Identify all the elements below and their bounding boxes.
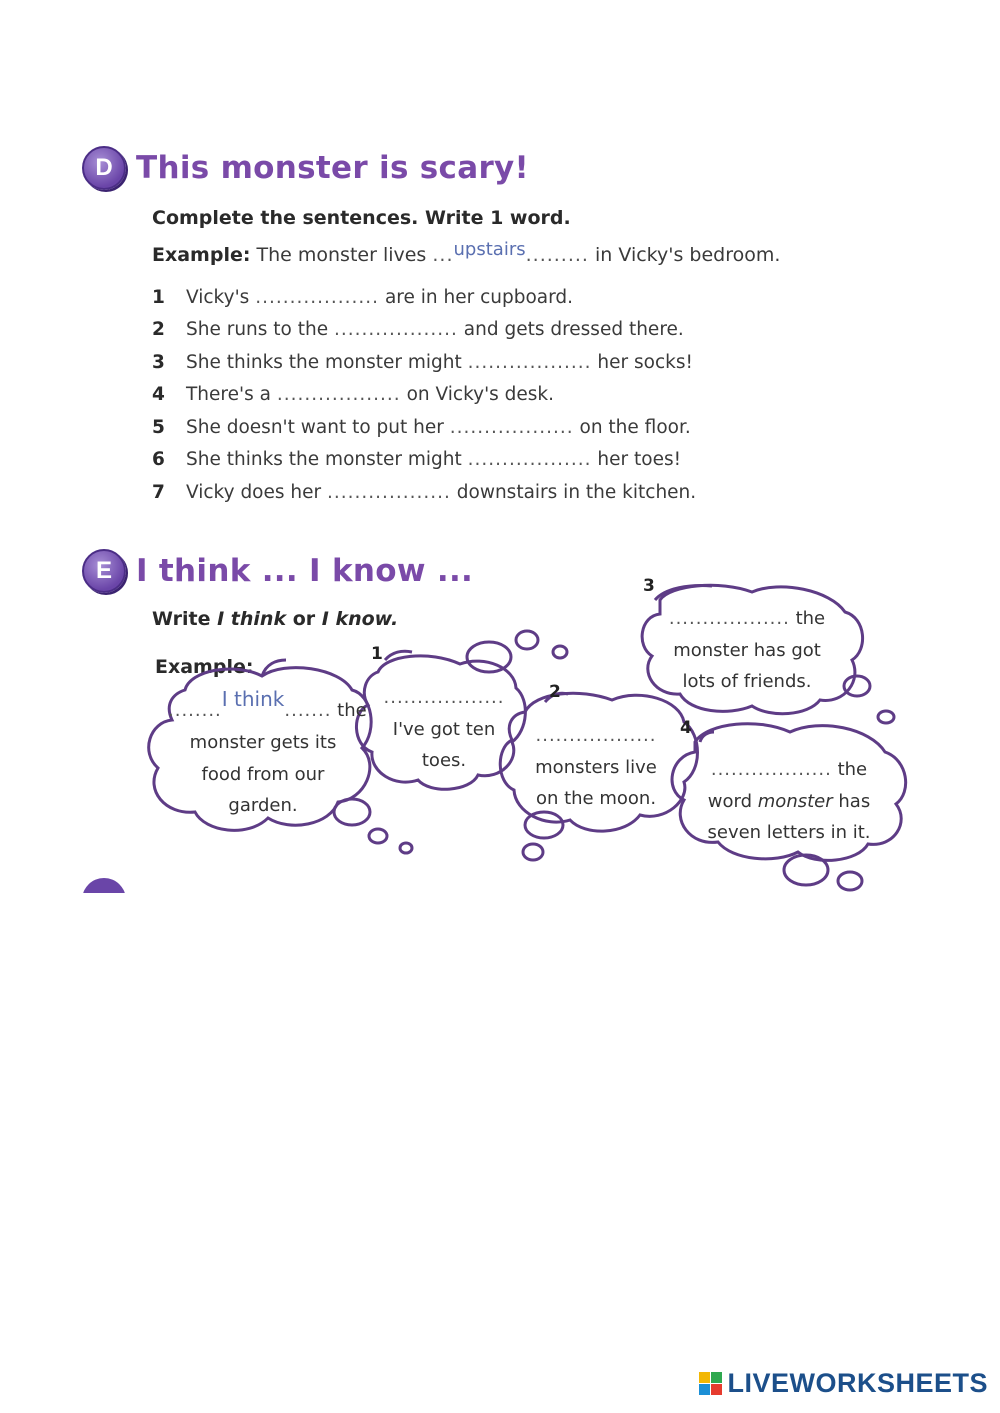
cloud-2-answer-blank[interactable]: .................. bbox=[535, 725, 657, 746]
item-number: 6 bbox=[152, 449, 165, 471]
cloud-1-line-2: I've got ten bbox=[392, 718, 496, 740]
section-d-title: This monster is scary! bbox=[136, 150, 529, 186]
answer-blank[interactable]: .................. bbox=[467, 449, 592, 471]
example-cloud-first-line bbox=[168, 687, 367, 727]
cloud-4-first-line bbox=[690, 754, 888, 786]
item-before: Vicky's bbox=[186, 286, 250, 308]
cloud-bubble bbox=[525, 812, 563, 838]
example-cloud-text bbox=[168, 687, 367, 822]
cloud-3-first-line bbox=[652, 603, 842, 635]
item-after: her toes! bbox=[597, 449, 682, 471]
cloud-3-answer-blank[interactable]: .................. bbox=[668, 608, 790, 629]
section-e-title: I think ... I know ... bbox=[136, 553, 474, 589]
item-number: 2 bbox=[152, 319, 165, 341]
item-before: She doesn't want to put her bbox=[186, 416, 444, 438]
item-number: 1 bbox=[152, 286, 165, 308]
section-d-badge: D bbox=[82, 146, 126, 190]
example-label: Example: bbox=[152, 244, 251, 266]
instruction-prefix: Write bbox=[152, 608, 211, 630]
liveworksheets-logo-icon bbox=[699, 1372, 723, 1396]
cloud-bubble bbox=[553, 646, 567, 658]
cloud-bubble bbox=[523, 844, 543, 860]
cloud-bubble bbox=[844, 676, 870, 696]
item-before: She thinks the monster might bbox=[186, 351, 462, 373]
cloud-4-after: the bbox=[837, 759, 868, 780]
section-e-example-label: Example: bbox=[155, 656, 254, 678]
answer-blank[interactable]: .................. bbox=[327, 481, 451, 503]
cloud-4-number: 4 bbox=[680, 718, 692, 738]
item-number: 3 bbox=[152, 351, 165, 373]
answer-blank[interactable]: .................. bbox=[255, 286, 380, 308]
instruction-option-know: I know. bbox=[321, 608, 399, 630]
cloud-4-monster: monster bbox=[757, 790, 833, 812]
cloud-bubble bbox=[838, 872, 862, 890]
cloud-1-text bbox=[376, 682, 512, 777]
item-before: She runs to the bbox=[186, 319, 329, 341]
cloud-2-line-3: on the moon. bbox=[535, 788, 657, 809]
item-after: her socks! bbox=[597, 351, 693, 373]
blank-area bbox=[0, 893, 1000, 1413]
cloud-4-text bbox=[690, 754, 888, 849]
example-dots-left: ... bbox=[432, 244, 454, 266]
item-after: on the floor. bbox=[579, 416, 691, 438]
cloud-1-line-3: toes. bbox=[421, 750, 467, 771]
cloud-2-number: 2 bbox=[549, 682, 561, 702]
cloud-bubble bbox=[467, 642, 511, 672]
cloud-4-has: has bbox=[838, 790, 871, 812]
liveworksheets-brand: LIVEWORKSHEETS bbox=[727, 1368, 988, 1398]
cloud-2-line-2: monsters live bbox=[535, 756, 657, 778]
section-e-badge: E bbox=[82, 549, 126, 593]
example-answer[interactable]: upstairs bbox=[453, 239, 526, 260]
cloud-2-text bbox=[516, 720, 676, 815]
example-cloud-line-4: garden. bbox=[228, 795, 298, 816]
instruction-option-think: I think bbox=[217, 608, 287, 630]
cloud-bubble bbox=[516, 631, 538, 649]
example-cloud-line-3: food from our bbox=[201, 763, 325, 785]
instruction-or: or bbox=[292, 608, 316, 630]
cloud-bubble bbox=[878, 711, 894, 723]
item-number: 5 bbox=[152, 416, 165, 438]
cloud-4-line-3: seven letters in it. bbox=[707, 822, 871, 843]
item-before: She thinks the monster might bbox=[186, 449, 462, 471]
answer-blank[interactable]: .................. bbox=[467, 351, 592, 373]
answer-blank[interactable]: .................. bbox=[449, 416, 574, 438]
cloud-3-line-2: monster has got bbox=[673, 639, 821, 661]
example-after: in Vicky's bedroom. bbox=[595, 244, 781, 266]
example-before: The monster lives bbox=[256, 244, 427, 266]
item-number: 7 bbox=[152, 481, 165, 503]
cloud-bubble bbox=[400, 843, 412, 853]
example-cloud-line-2: monster gets its bbox=[189, 732, 337, 753]
item-number: 4 bbox=[152, 384, 165, 406]
cloud-4-answer-blank[interactable]: .................. bbox=[710, 759, 832, 780]
cloud-3-text bbox=[652, 603, 842, 698]
cloud-4-word: word bbox=[707, 790, 753, 812]
item-after: on Vicky's desk. bbox=[406, 384, 555, 406]
item-after: and gets dressed there. bbox=[463, 319, 684, 341]
section-d-instruction: Complete the sentences. Write 1 word. bbox=[152, 207, 571, 229]
answer-blank[interactable]: .................. bbox=[276, 384, 401, 406]
cloud-3-number: 3 bbox=[643, 576, 655, 596]
cloud-1-answer-blank[interactable]: .................. bbox=[383, 687, 505, 708]
example-cloud-answer[interactable]: I think bbox=[221, 687, 285, 711]
cloud-3-after: the bbox=[795, 608, 826, 629]
cloud-1-number: 1 bbox=[371, 644, 383, 664]
item-after: downstairs in the kitchen. bbox=[456, 481, 697, 503]
answer-blank[interactable]: .................. bbox=[334, 319, 458, 341]
example-dots-right: ......... bbox=[525, 244, 589, 266]
cloud-bubble bbox=[369, 829, 387, 843]
liveworksheets-logo bbox=[699, 1368, 988, 1399]
item-after: are in her cupboard. bbox=[384, 286, 574, 308]
cloud-bubble bbox=[784, 855, 828, 885]
example-cloud-after: the bbox=[337, 700, 367, 721]
cloud-3-line-3: lots of friends. bbox=[682, 671, 812, 692]
example-cloud-dots-left: ........ bbox=[168, 700, 222, 721]
cloud-4-line-2 bbox=[690, 786, 888, 818]
example-cloud-dots-right: ....... bbox=[284, 700, 332, 721]
item-before: There's a bbox=[186, 384, 271, 406]
item-before: Vicky does her bbox=[186, 481, 322, 503]
